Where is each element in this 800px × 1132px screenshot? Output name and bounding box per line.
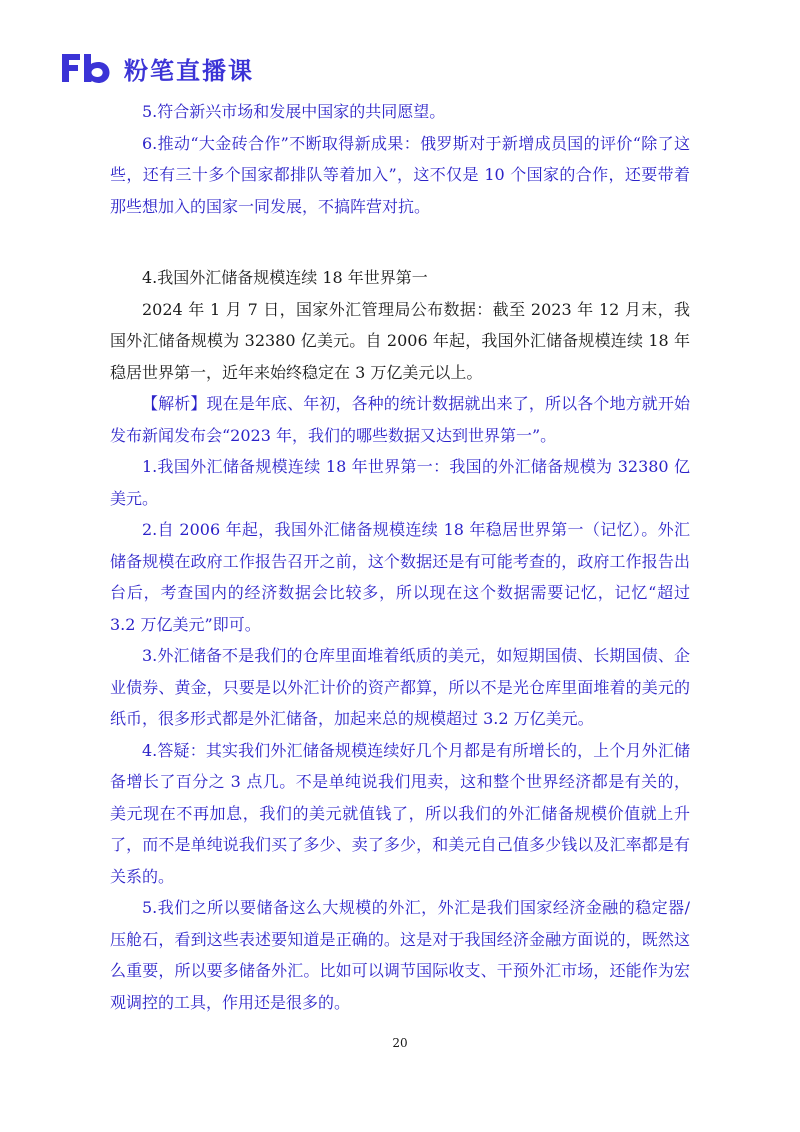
- section-spacer: [110, 222, 690, 262]
- analysis-point-4: 4.答疑：其实我们外汇储备规模连续好几个月都是有所增长的，上个月外汇储备增长了百分之 3 点几。不是单纯说我们甩卖，这和整个世界经济都是有关的，美元现在不再加息，我们的美元就值钱了，所以我们的外汇储备规模价值就上升了，而不是单纯说我们买了多少、卖了多少，和美元自己值多少钱以及汇率都是有关系的。: [110, 740, 690, 886]
- section-heading: 4.我国外汇储备规模连续 18 年世界第一: [142, 268, 428, 287]
- fb-logo-icon: [60, 51, 120, 85]
- paragraph-point-6: 6.推动“大金砖合作”不断取得新成果：俄罗斯对于新增成员国的评价“除了这些，还有三十多个国家都排队等着加入”，这不仅是 10 个国家的合作，还要带着那些想加入的国家一同发展，不搞阵营对抗。: [110, 133, 690, 216]
- analysis-tag: 【解析】: [142, 394, 207, 413]
- analysis-point-5: 5.我们之所以要储备这么大规模的外汇，外汇是我们国家经济金融的稳定器/压舱石，看到这些表述要知道是正确的。这是对于我国经济金融方面说的，既然这么重要，所以要多储备外汇。比如可以调节国际收支、干预外汇市场，还能作为宏观调控的工具，作用还是很多的。: [110, 898, 690, 1012]
- analysis-point-3: 3.外汇储备不是我们的仓库里面堆着纸质的美元，如短期国债、长期国债、企业债券、黄金，只要是以外汇计价的资产都算，所以不是光仓库里面堆着的美元的纸币，很多形式都是外汇储备，加起来总的规模超过 3.2 万亿美元。: [110, 646, 690, 728]
- paragraph-point-5: 5.符合新兴市场和发展中国家的共同愿望。: [142, 102, 446, 121]
- brand-name: 粉笔直播课: [124, 56, 254, 85]
- analysis-point-1: 1.我国外汇储备规模连续 18 年世界第一：我国的外汇储备规模为 32380 亿美元。: [110, 457, 690, 508]
- analysis-paragraph: [110, 388, 690, 451]
- brand-header: [60, 50, 254, 86]
- news-paragraph: 2024 年 1 月 7 日，国家外汇管理局公布数据：截至 2023 年 12 月末，我国外汇储备规模为 32380 亿美元。自 2006 年起，我国外汇储备规模连续 18 年稳居世界第一，近年来始终稳定在 3 万亿美元以上。: [110, 299, 690, 382]
- analysis-text: 现在是年底、年初，各种的统计数据就出来了，所以各个地方就开始发布新闻发布会“2023 年，我们的哪些数据又达到世界第一”。: [110, 394, 690, 445]
- page-number: 20: [392, 1036, 408, 1050]
- document-body: [110, 96, 690, 1018]
- analysis-point-2: 2.自 2006 年起，我国外汇储备规模连续 18 年稳居世界第一（记忆）。外汇储备规模在政府工作报告召开之前，这个数据还是有可能考查的，政府工作报告出台后，考查国内的经济数据会比较多，所以现在这个数据需要记忆，记忆“超过 3.2 万亿美元”即可。: [110, 520, 690, 634]
